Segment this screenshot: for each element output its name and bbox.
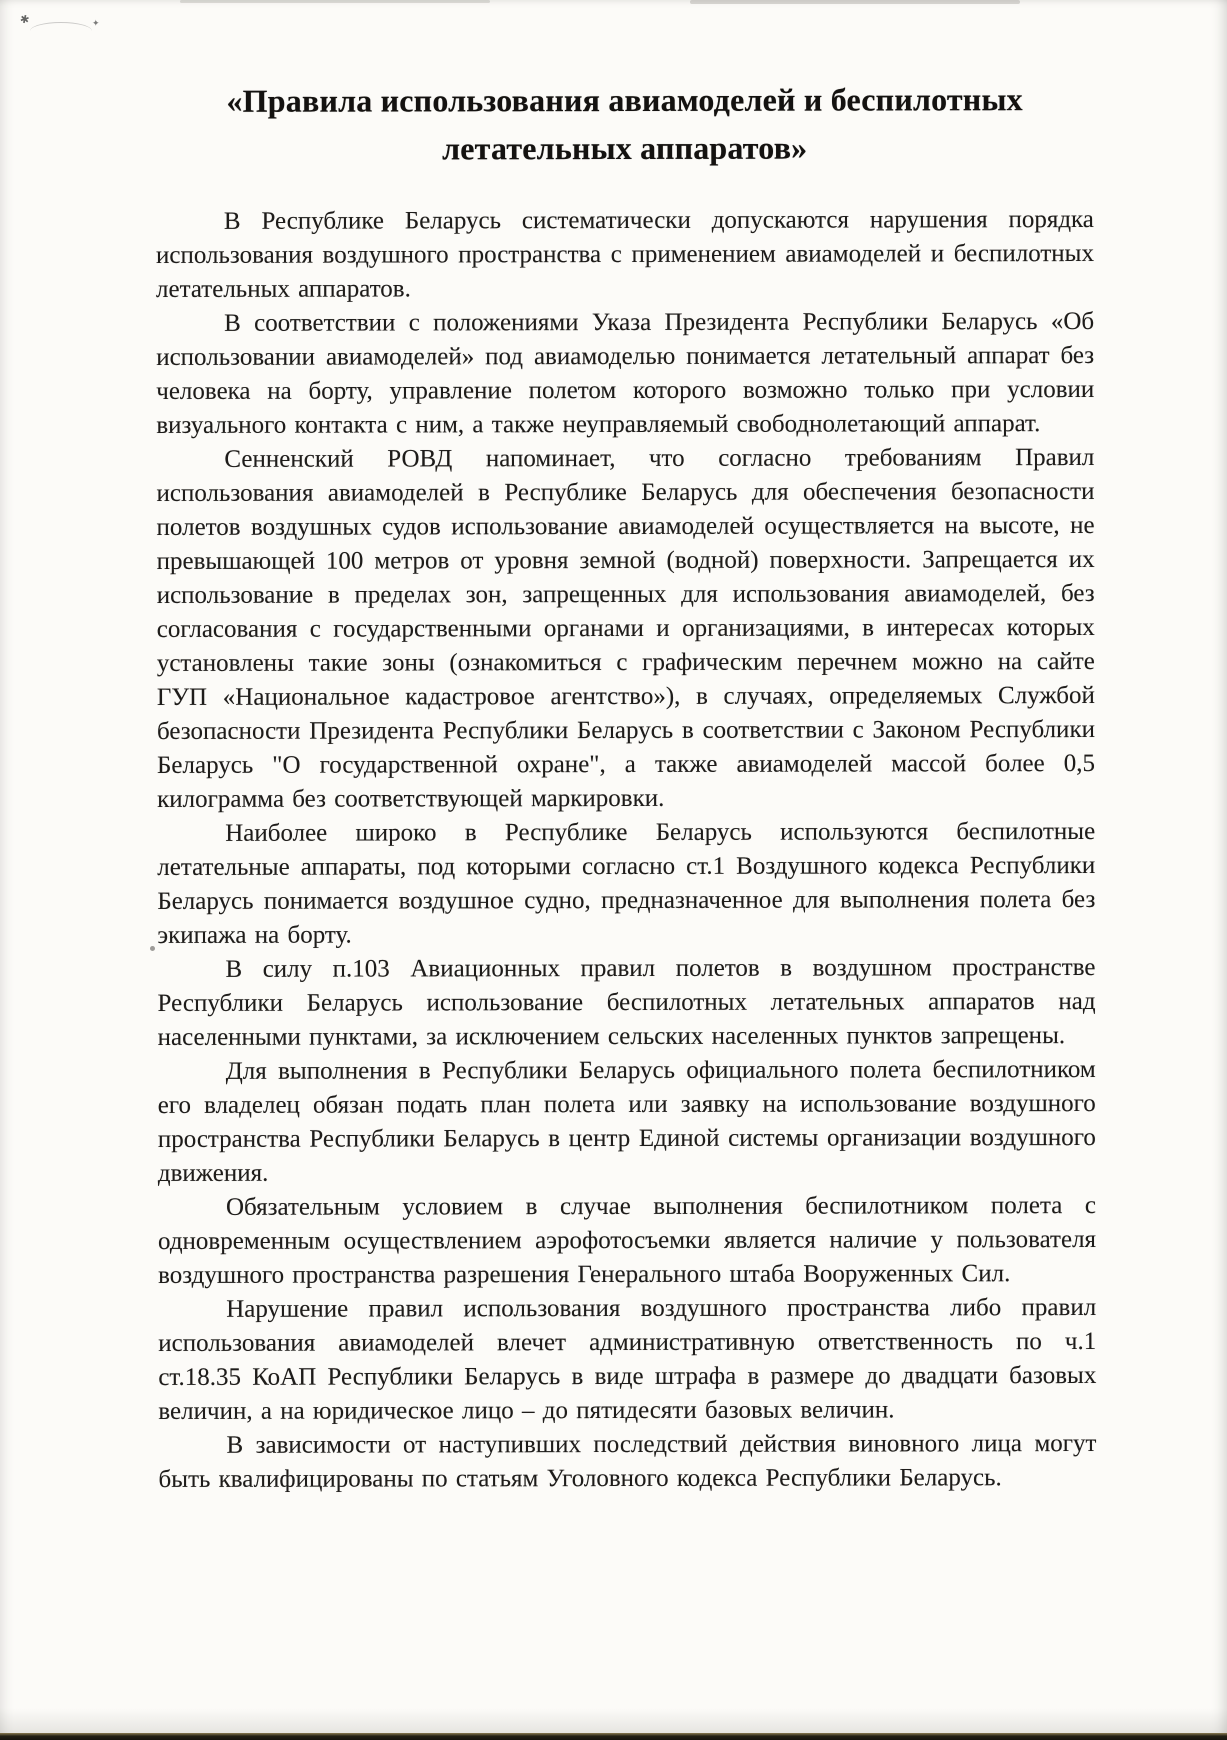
document-title: «Правила использования авиамоделей и беспилотных летательных аппаратов» bbox=[226, 81, 1023, 167]
paragraph: В соответствии с положениями Указа Президента Республики Беларусь «Об использовании авиамоделей» под авиамоделью понимается летательный аппарат без человека на борту, управление полетом которого возможно только при условии визуального контакта с ним, а также неуправляемый свободнолетающий аппарат. bbox=[156, 307, 1095, 439]
scan-speck-artifact: ✱ bbox=[18, 13, 31, 27]
paragraph: Нарушение правил использования воздушного пространства либо правил использования авиамоделей влечет административную ответственность по ч.1 ст.18.35 КоАП Республики Беларусь в виде штрафа в размере до двадцати базовых величин, а на юридическое лицо – до пятидесяти базовых величин. bbox=[158, 1293, 1097, 1425]
document-body bbox=[156, 203, 1097, 1497]
paragraph: В Республике Беларусь систематически допускаются нарушения порядка использования воздушного пространства с применением авиамоделей и беспилотных летательных аппаратов. bbox=[155, 205, 1094, 303]
scan-bottom-shadow bbox=[0, 1708, 1227, 1734]
paragraph: Для выполнения в Республики Беларусь официального полета беспилотником его владелец обязан подать план полета или заявку на использование воздушного пространства Республики Беларусь в центр Единой системы организации воздушного движения. bbox=[157, 1055, 1096, 1187]
paragraph: Наиболее широко в Республике Беларусь используются беспилотные летательные аппараты, под которыми согласно ст.1 Воздушного кодекса Республики Беларусь понимается воздушное судно, предназначенное для выполнения полета без экипажа на борту. bbox=[157, 817, 1096, 949]
paragraph: Обязательным условием в случае выполнения беспилотником полета с одновременным осуществлением аэрофотосъемки является наличие у пользователя воздушного пространства разрешения Генерального штаба Вооруженных Сил. bbox=[158, 1191, 1097, 1289]
paragraph: В зависимости от наступивших последствий действия виновного лица могут быть квалифицированы по статьям Уголовного кодекса Республики Беларусь. bbox=[158, 1429, 1097, 1493]
scan-speck-artifact: ✦ bbox=[92, 18, 100, 28]
paragraph: В силу п.103 Авиационных правил полетов в воздушном пространстве Республики Беларусь использование беспилотных летательных аппаратов над населенными пунктами, за исключением сельских населенных пунктов запрещены. bbox=[157, 953, 1096, 1051]
paragraph: Сенненский РОВД напоминает, что согласно требованиям Правил использования авиамоделей в Республике Беларусь для обеспечения безопасности полетов воздушных судов использование авиамоделей осуществляется на высоте, не превышающей 100 метров от уровня земной (водной) поверхности. Запрещается их использование в пределах зон, запрещенных для использования авиамоделей, без согласования с государственными органами и организациями, в интересах которых установлены такие зоны (ознакомиться с графическим перечнем можно на сайте ГУП «Национальное кадастровое агентство»), в случаях, определяемых Службой безопасности Президента Республики Беларусь в соответствии с Законом Республики Беларусь "О государственной охране", а также авиамоделей массой более 0,5 килограмма без соответствующей маркировки. bbox=[156, 443, 1096, 813]
scan-edge-bar bbox=[0, 1733, 1227, 1740]
